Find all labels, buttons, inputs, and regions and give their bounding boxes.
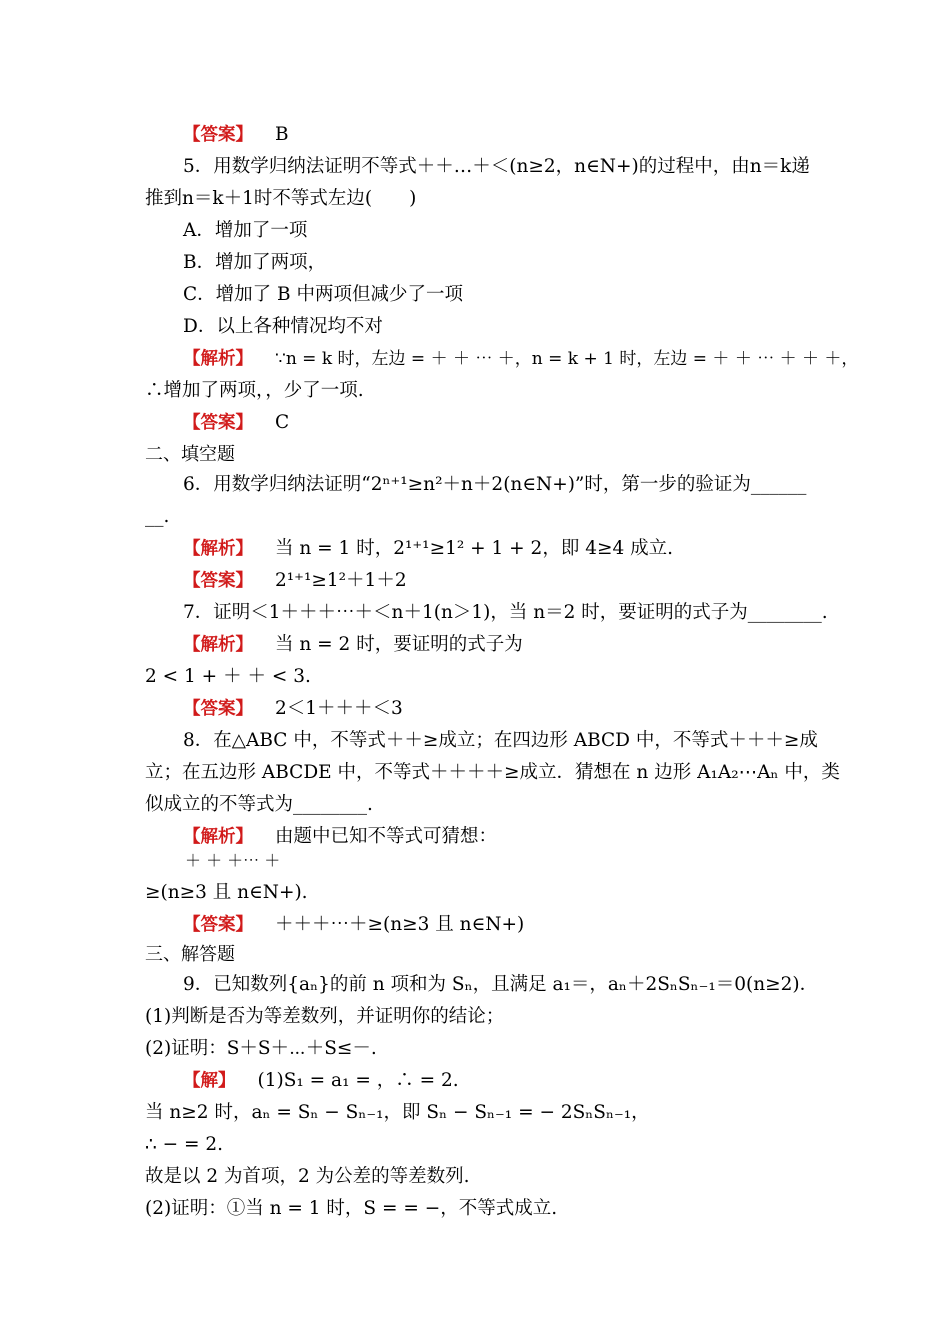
solution-text: (1)S₁ = a₁ = ，∴ = 2. bbox=[257, 1070, 459, 1091]
solution-tag: 【解】 bbox=[183, 1071, 236, 1091]
answer-tag: 【答案】 bbox=[183, 571, 253, 591]
answer-text: 2¹⁺¹≥1²＋1＋2 bbox=[275, 570, 407, 591]
answer-tag: 【答案】 bbox=[183, 125, 253, 145]
analysis-text: ∵n = k 时，左边 = ＋ ＋ ⋯ ＋，n = k + 1 时，左边 = ＋ ＋ ⋯ ＋ ＋ ＋， bbox=[275, 349, 859, 369]
answer-text: B bbox=[275, 124, 289, 145]
q7-analysis-line bbox=[183, 633, 853, 657]
q6-answer-line bbox=[183, 569, 853, 593]
q9-solution-line1 bbox=[183, 1069, 853, 1093]
section-heading-fill-in: 二、填空题 bbox=[145, 444, 235, 465]
q9-solution-line5: (2)证明：①当 n = 1 时，S = = −，不等式成立. bbox=[145, 1198, 558, 1219]
analysis-tag: 【解析】 bbox=[183, 349, 253, 369]
q5-analysis-line2: ∴增加了两项，，少了一项. bbox=[145, 380, 364, 401]
q9-part2: (2)证明：S＋S＋⋯＋S≤－. bbox=[145, 1038, 377, 1059]
q9-part1: (1)判断是否为等差数列，并证明你的结论； bbox=[145, 1006, 505, 1027]
q5-option-b: B．增加了两项， bbox=[183, 252, 327, 273]
q5-stem-line1: 5．用数学归纳法证明不等式＋＋…＋＜(n≥2，n∈N+)的过程中，由n＝k递 bbox=[183, 156, 810, 177]
q9-solution-line3: ∴ − = 2. bbox=[145, 1134, 224, 1155]
q5-analysis-line1 bbox=[183, 347, 859, 371]
q7-stem: 7．证明＜1＋＋＋⋯＋＜n＋1(n＞1)，当 n＝2 时，要证明的式子为________. bbox=[183, 602, 828, 623]
q8-analysis-line2: ＋ ＋ ＋⋯ ＋ bbox=[185, 851, 281, 870]
q5-option-c: C．增加了 B 中两项但减少了一项 bbox=[183, 284, 464, 305]
q6-analysis-line bbox=[183, 537, 853, 561]
answer-tag: 【答案】 bbox=[183, 915, 253, 935]
q6-stem-line1: 6．用数学归纳法证明“2ⁿ⁺¹≥n²＋n＋2(n∈N+)”时，第一步的验证为______ bbox=[183, 474, 807, 495]
q8-analysis-line bbox=[183, 825, 853, 849]
q9-solution-line4: 故是以 2 为首项，2 为公差的等差数列. bbox=[145, 1166, 470, 1187]
q8-answer-line bbox=[183, 913, 853, 937]
analysis-tag: 【解析】 bbox=[183, 827, 253, 847]
analysis-text: 当 n = 1 时，2¹⁺¹≥1² + 1 + 2，即 4≥4 成立. bbox=[275, 538, 674, 559]
q4-answer-line bbox=[183, 123, 853, 147]
section-heading-problems: 三、解答题 bbox=[145, 944, 235, 965]
analysis-text: 由题中已知不等式可猜想： bbox=[275, 826, 498, 847]
analysis-text: 当 n = 2 时，要证明的式子为 bbox=[275, 634, 523, 655]
q5-answer-line bbox=[183, 411, 853, 435]
analysis-tag: 【解析】 bbox=[183, 635, 253, 655]
q5-option-a: A．增加了一项 bbox=[183, 220, 308, 241]
analysis-tag: 【解析】 bbox=[183, 539, 253, 559]
q8-stem-line3: 似成立的不等式为________. bbox=[145, 794, 373, 815]
q7-answer-line bbox=[183, 697, 853, 721]
q5-option-d: D．以上各种情况均不对 bbox=[183, 316, 383, 337]
q8-stem-line2: 立；在五边形 ABCDE 中，不等式＋＋＋＋≥成立．猜想在 n 边形 A₁A₂⋯Aₙ 中，类 bbox=[145, 762, 840, 783]
q7-analysis-line2: 2 < 1 + ＋ ＋ < 3. bbox=[145, 666, 311, 687]
answer-tag: 【答案】 bbox=[183, 413, 253, 433]
answer-tag: 【答案】 bbox=[183, 699, 253, 719]
q5-stem-line2: 推到n＝k＋1时不等式左边( ) bbox=[145, 188, 417, 209]
answer-text: 2＜1＋＋＋＜3 bbox=[275, 698, 403, 719]
q9-solution-line2: 当 n≥2 时，aₙ = Sₙ − Sₙ₋₁，即 Sₙ − Sₙ₋₁ = − 2SₙSₙ₋₁， bbox=[145, 1102, 650, 1123]
q8-stem-line1: 8．在△ABC 中，不等式＋＋≥成立；在四边形 ABCD 中，不等式＋＋＋≥成 bbox=[183, 730, 818, 751]
answer-text: C bbox=[275, 412, 290, 433]
q9-stem: 9．已知数列{aₙ}的前 n 项和为 Sₙ，且满足 a₁＝，aₙ＋2SₙSₙ₋₁＝0(n≥2)． bbox=[183, 974, 819, 995]
q8-analysis-line3: ≥(n≥3 且 n∈N+). bbox=[145, 882, 308, 903]
q6-stem-line2: __. bbox=[145, 506, 170, 527]
answer-text: ＋＋＋⋯＋≥(n≥3 且 n∈N+) bbox=[275, 914, 525, 935]
